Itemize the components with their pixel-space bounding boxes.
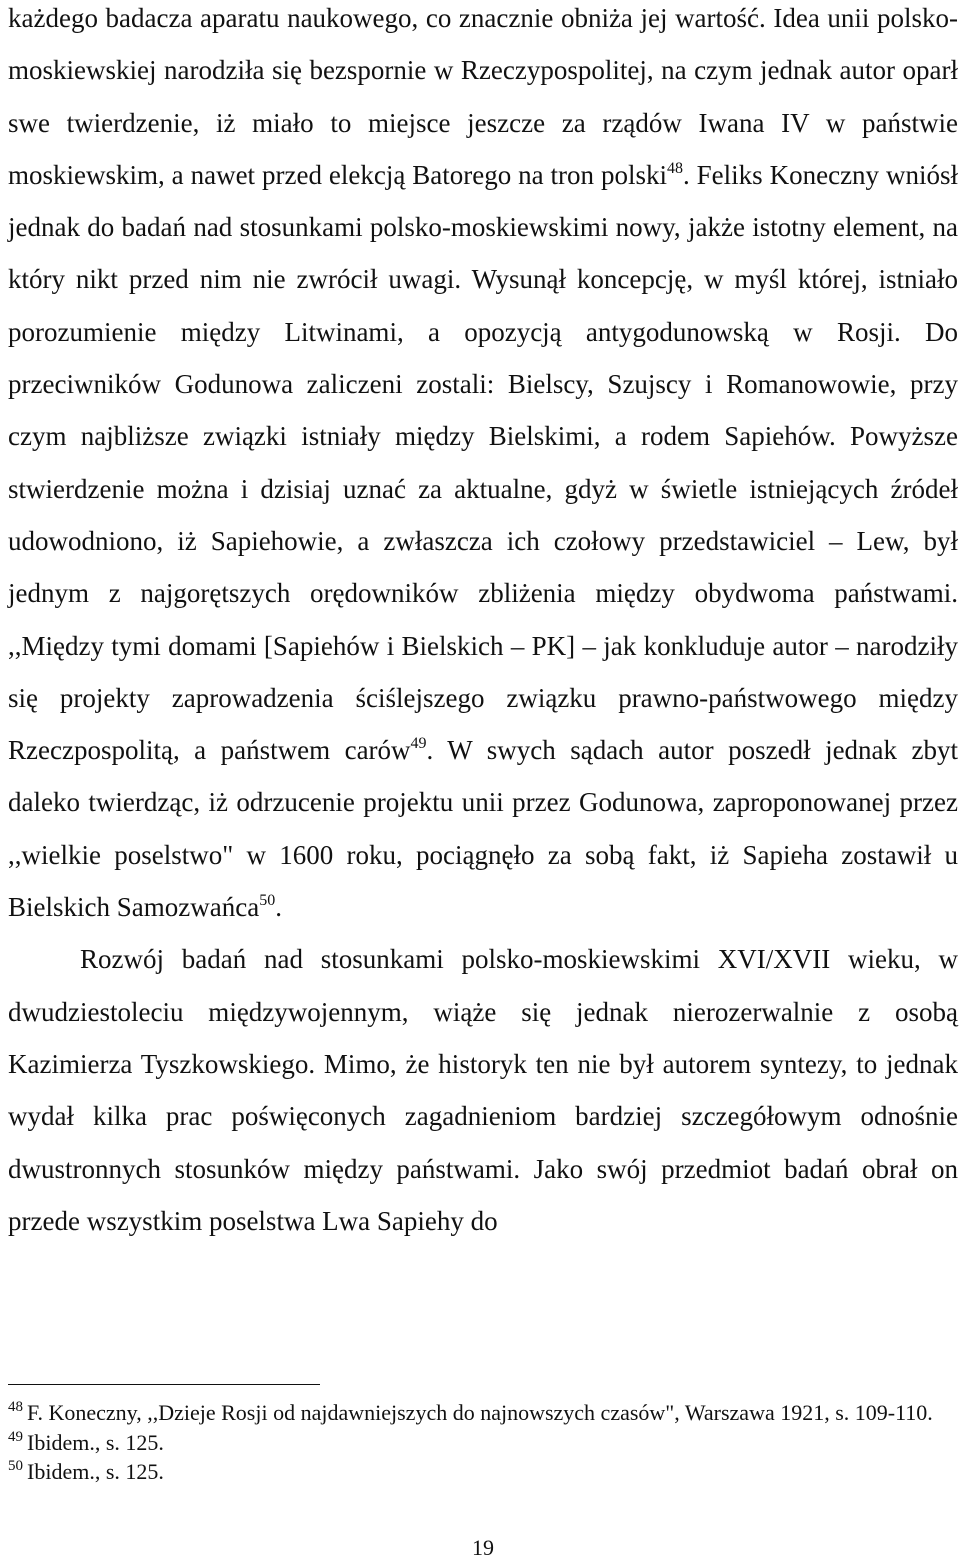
document-page <box>8 0 958 1561</box>
body-paragraph-2: Rozwój badań nad stosunkami polsko-moskiewskimi XVI/XVII wieku, w dwudziestoleciu międzywojennym, wiąże się jednak nierozerwalnie z osobą Kazimierza Tyszkowskiego. Mimo, że historyk ten nie był autorem syntezy, to jednak wydał kilka prac poświęconych zagadnieniom bardziej szczegółowym odnośnie dwustronnych stosunków między państwami. Jako swój przedmiot badań obrał on przede wszystkim poselstwa Lwa Sapiehy do <box>8 944 958 1236</box>
footnote-48 <box>8 1398 958 1428</box>
page-number: 19 <box>472 1535 494 1560</box>
paragraph-1-text-c: . W swych sądach autor poszedł jednak zbyt daleko twierdząc, iż odrzucenie projektu unii przez Godunowa, zaproponowanej przez ,,wielkie poselstwo" w 1600 roku, pociągnęło za sobą fakt, iż Sapieha zostawił u Bielskich Samozwańca <box>8 735 958 923</box>
footnote-ref-48[interactable]: 48 <box>666 159 683 177</box>
footnote-ref-50[interactable]: 50 <box>259 892 276 910</box>
footnote-50 <box>8 1457 958 1487</box>
footnote-number: 49 <box>8 1428 23 1445</box>
footnote-text: Ibidem., s. 125. <box>27 1459 164 1484</box>
footnote-ref-49[interactable]: 49 <box>410 735 427 753</box>
footnote-number: 48 <box>8 1399 23 1415</box>
body-paragraph-1 <box>8 0 958 933</box>
footnotes-section <box>8 1398 958 1487</box>
footnote-separator <box>8 1384 320 1385</box>
footnote-text: F. Koneczny, ,,Dzieje Rosji od najdawniejszych do najnowszych czasów", Warszawa 1921, s. 109-110. <box>27 1400 933 1425</box>
paragraph-1-text-b: . Feliks Koneczny wniósł jednak do badań nad stosunkami polsko-moskiewskimi nowy, jakże istotny element, na który nikt przed nim nie zwrócił uwagi. Wysunął koncepcję, w myśl której, istniało porozumienie między Litwinami, a opozycją antygodunowską w Rosji. Do przeciwników Godunowa zaliczeni zostali: Bielscy, Szujscy i Romanowowie, przy czym najbliższe związki istniały między Bielskimi, a rodem Sapiehów. Powyższe stwierdzenie można i dzisiaj uznać za aktualne, gdyż w świetle istniejących źródeł udowodniono, iż Sapiehowie, a zwłaszcza ich czołowy przedstawiciel – Lew, był jednym z najgorętszych orędowników zbliżenia między obydwoma państwami. ,,Między tymi domami [Sapiehów i Bielskich – PK] – jak konkluduje autor – narodziły się projekty zaprowadzenia ściślejszego związku prawno-państwowego między Rzeczpospolitą, a państwem carów <box>8 159 958 766</box>
footnote-number: 50 <box>8 1458 23 1474</box>
footnote-text: Ibidem., s. 125. <box>27 1429 164 1455</box>
paragraph-1-text-d: . <box>275 892 282 923</box>
footnote-49 <box>8 1428 958 1458</box>
paragraph-1-text-a: każdego badacza aparatu naukowego, co znacznie obniża jej wartość. Idea unii polsko-moskiewskiej narodziła się bezspornie w Rzeczypospolitej, na czym jednak autor oparł swe twierdzenie, iż miało to miejsce jeszcze za rządów Iwana IV w państwie moskiewskim, a nawet przed elekcją Batorego na tron polski <box>8 3 958 190</box>
